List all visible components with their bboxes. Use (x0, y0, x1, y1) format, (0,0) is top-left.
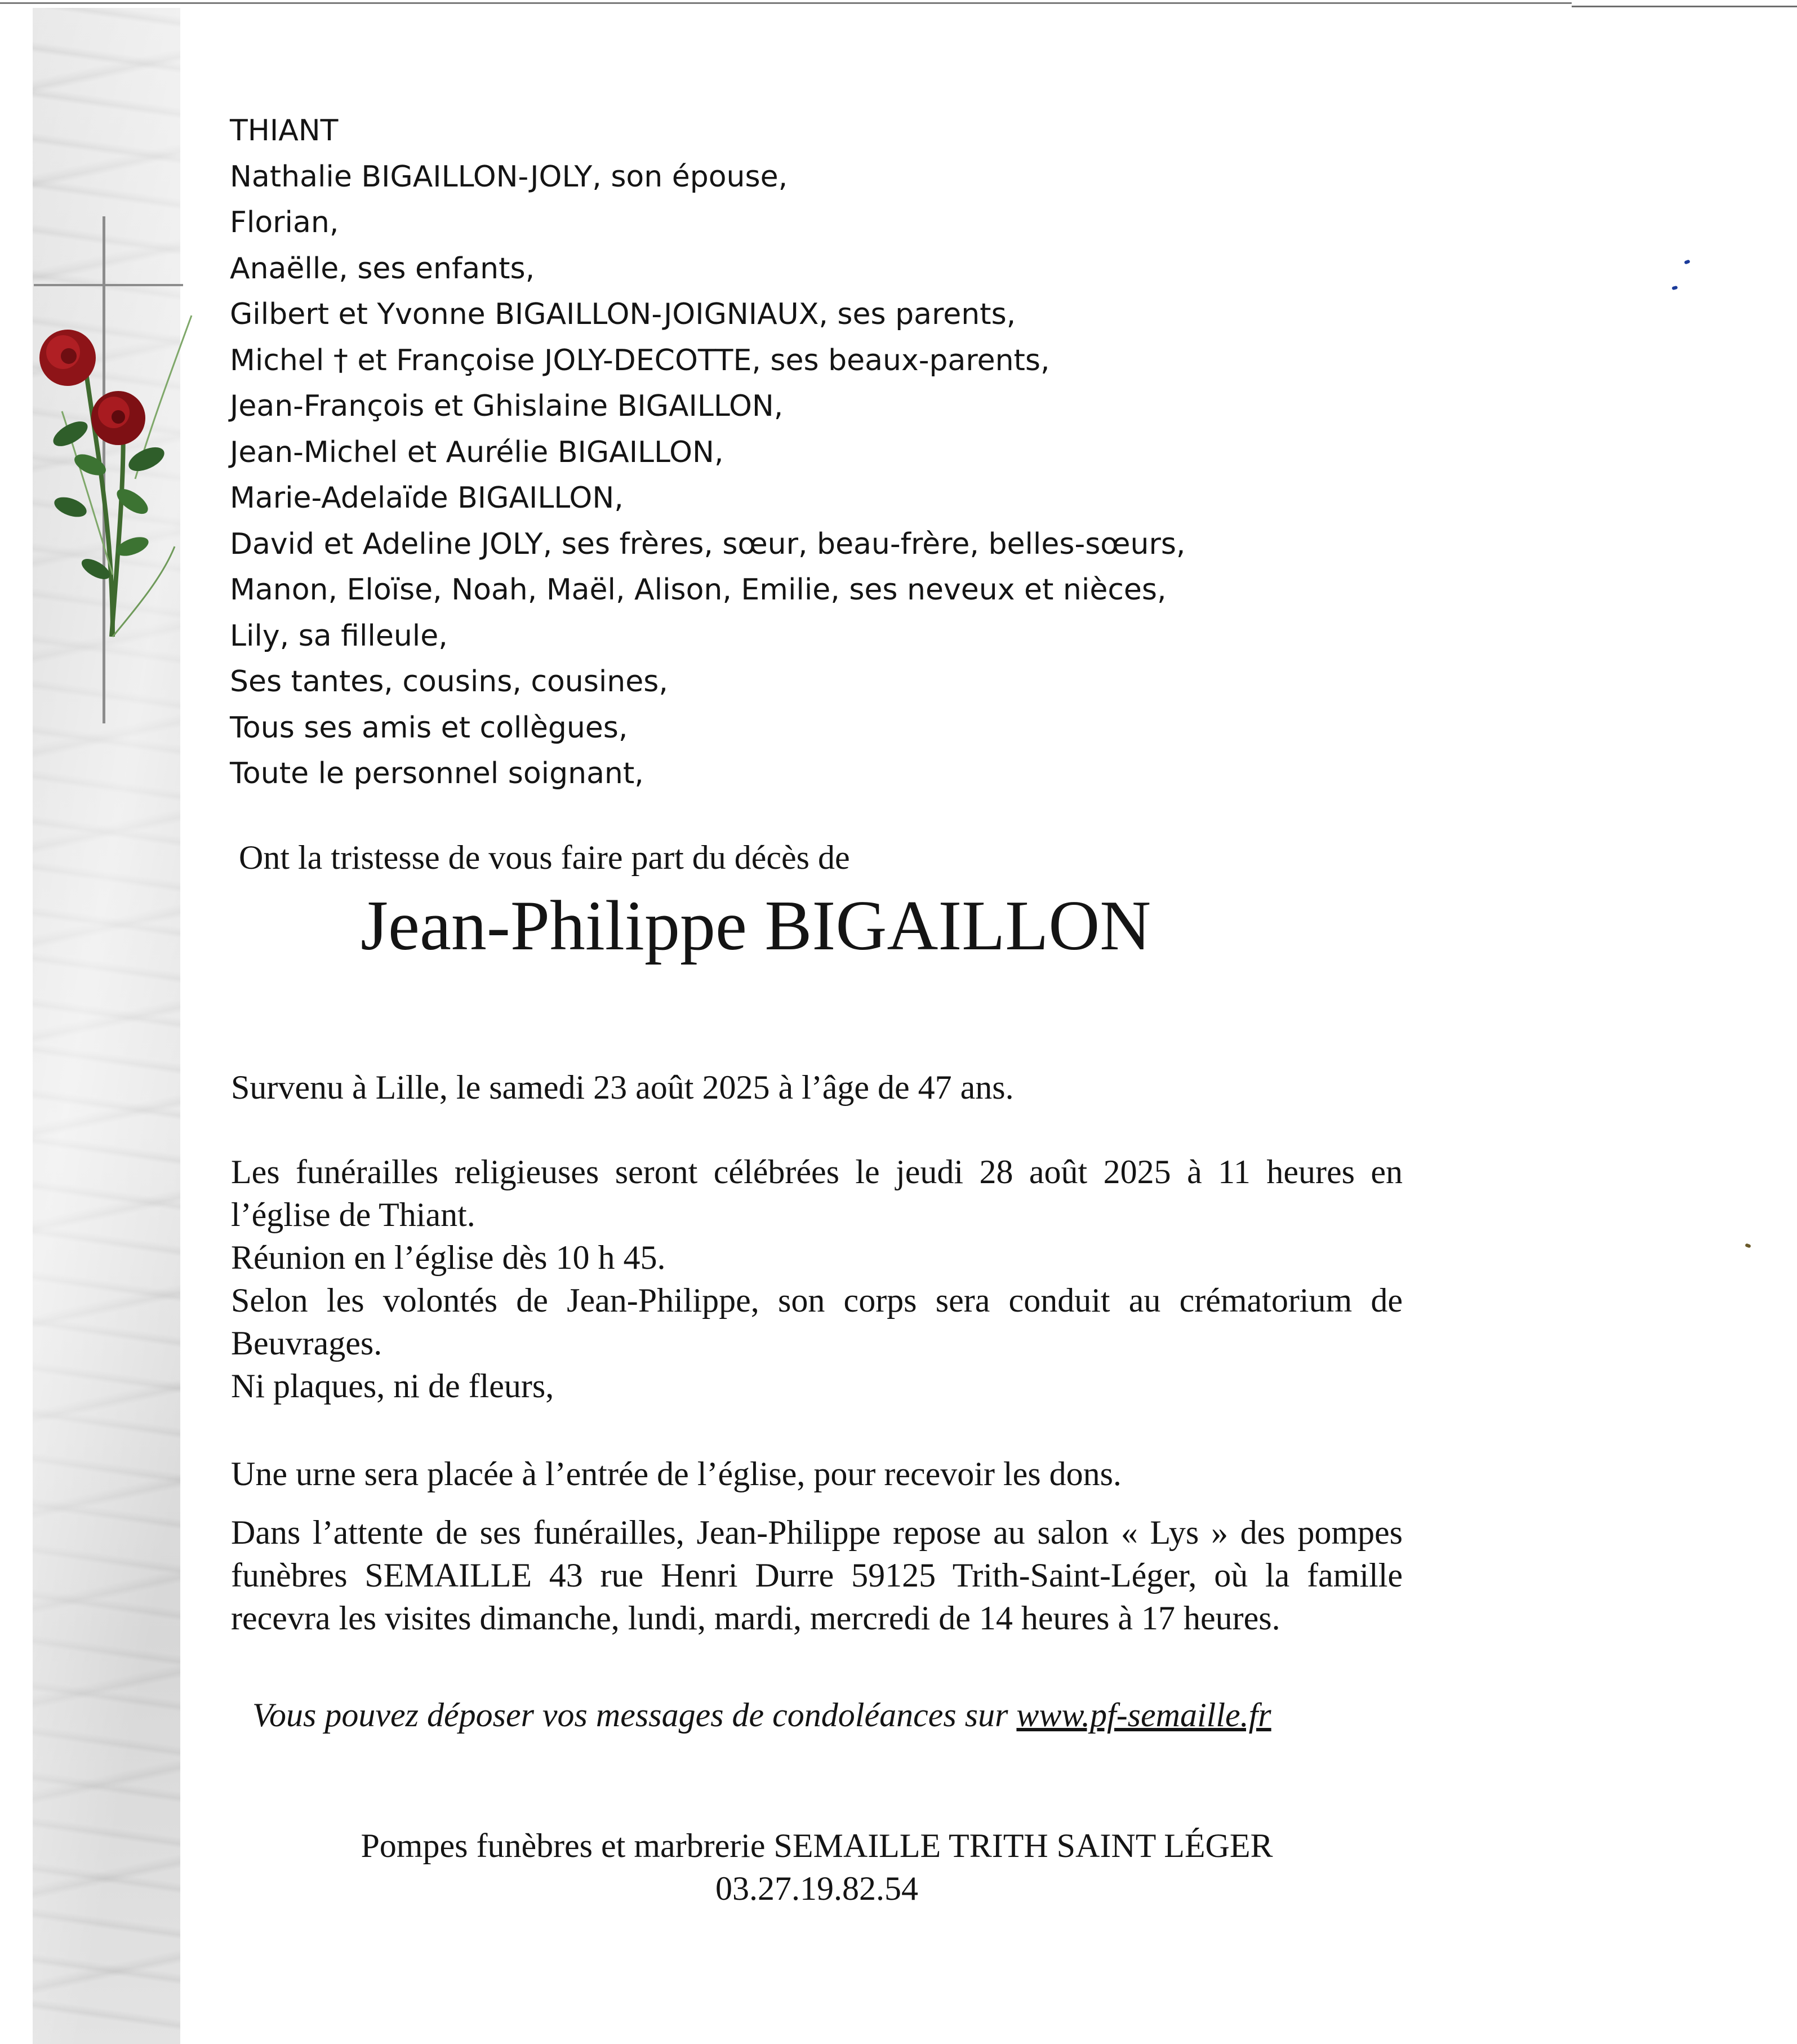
family-line: Marie-Adelaïde BIGAILLON, (230, 481, 624, 515)
deceased-name: Jean-Philippe BIGAILLON (361, 887, 1151, 965)
visitation-block (231, 1511, 1403, 1639)
top-scan-edge (0, 2, 1572, 4)
funeral-line-3: Selon les volontés de Jean-Philippe, son corps sera conduit au crématorium de Beuvrages. (231, 1282, 1403, 1362)
visitation-notice: Dans l’attente de ses funérailles, Jean-Philippe repose au salon « Lys » des pompes funèbres SEMAILLE 43 rue Henri Durre 59125 Trith-Saint-Léger, où la famille recevra les visites dimanche, lundi, mardi, mercredi de 14 heures à 17 heures. (231, 1514, 1403, 1637)
family-line: Lily, sa filleule, (230, 619, 448, 653)
family-line: THIANT (230, 114, 339, 148)
announcement-intro: Ont la tristesse de vous faire part du décès de (239, 839, 850, 876)
footer-phone: 03.27.19.82.54 (715, 1870, 918, 1907)
family-line: Jean-Michel et Aurélie BIGAILLON, (230, 435, 724, 469)
scan-speck (1684, 259, 1690, 264)
condolences-line (252, 1696, 1271, 1735)
cross-with-roses-icon (28, 208, 214, 727)
funeral-line-1: Les funérailles religieuses seront célébrées le jeudi 28 août 2025 à 11 heures en l’église de Thiant. (231, 1153, 1403, 1233)
family-line: Nathalie BIGAILLON-JOLY, son épouse, (230, 159, 788, 194)
family-line: Toute le personnel soignant, (230, 757, 644, 790)
scan-speck (1745, 1243, 1751, 1248)
funeral-line-4: Ni plaques, ni de fleurs, (231, 1367, 554, 1405)
family-line: Ses tantes, cousins, cousines, (230, 665, 668, 699)
family-line: Jean-François et Ghislaine BIGAILLON, (230, 389, 784, 423)
condolences-link[interactable]: www.pf-semaille.fr (1016, 1696, 1271, 1734)
condolences-text: Vous pouvez déposer vos messages de condoléances sur (252, 1696, 1017, 1734)
family-line: Michel † et Françoise JOLY-DECOTTE, ses beaux-parents, (230, 343, 1050, 377)
family-line: Gilbert et Yvonne BIGAILLON-JOIGNIAUX, ses parents, (230, 297, 1016, 331)
family-line: David et Adeline JOLY, ses frères, sœur, beau-frère, belles-sœurs, (230, 527, 1186, 561)
death-notice: Survenu à Lille, le samedi 23 août 2025 à l’âge de 47 ans. (231, 1069, 1014, 1106)
death-notice-block (231, 1066, 1403, 1109)
urn-notice: Une urne sera placée à l’entrée de l’église, pour recevoir les dons. (231, 1455, 1122, 1492)
family-line: Anaëlle, ses enfants, (230, 251, 535, 286)
family-list (230, 108, 1413, 797)
family-line: Manon, Eloïse, Noah, Maël, Alison, Emilie, ses neveux et nièces, (230, 573, 1167, 607)
scan-speck (1671, 286, 1678, 290)
funeral-line-2: Réunion en l’église dès 10 h 45. (231, 1239, 666, 1276)
footer-company: Pompes funèbres et marbrerie SEMAILLE TRITH SAINT LÉGER (361, 1827, 1273, 1864)
family-line: Tous ses amis et collègues, (230, 710, 628, 745)
urn-block (231, 1452, 1403, 1495)
family-line: Florian, (230, 206, 339, 239)
top-scan-edge-right (1572, 6, 1797, 7)
funeral-block (231, 1150, 1403, 1407)
